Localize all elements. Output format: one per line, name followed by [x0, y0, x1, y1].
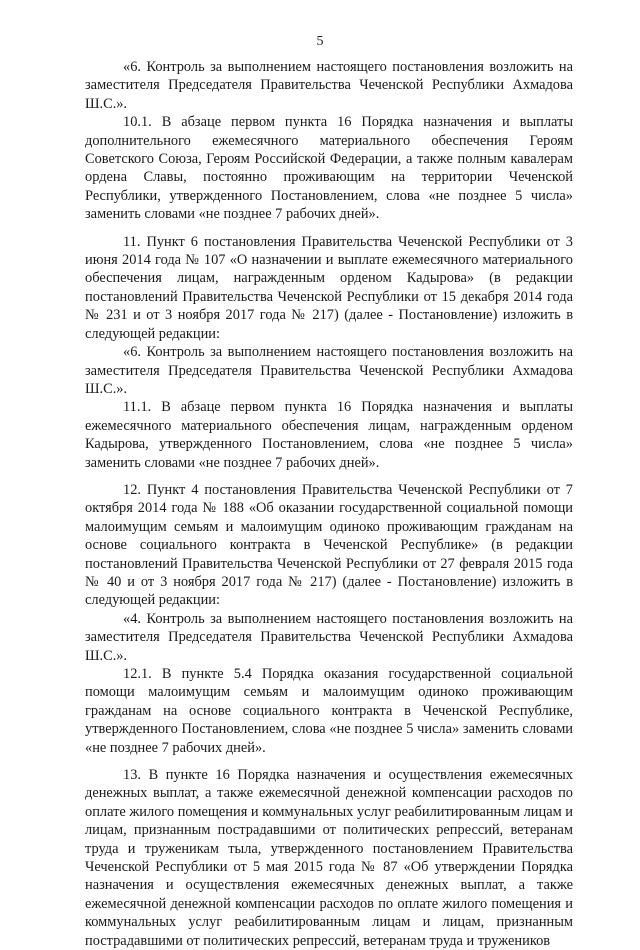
paragraph-12: 12. Пункт 4 постановления Правительства Чеченской Республики от 7 октября 2014 года № 188 «Об оказании государственной социальной помощи малоимущим семьям и малоимущим одиноко проживающим гражданам на основе социального контракта в Чеченской Республике» (в редакции постановлений Правительства Чеченской Республики от 27 февраля 2015 года № 40 и от 3 ноября 2017 года № 217) (далее - Постановление) изложить в следующей редакции:: [85, 481, 573, 609]
page-number: 5: [316, 34, 324, 49]
paragraph-10-1: 10.1. В абзаце первом пункта 16 Порядка назначения и выплаты дополнительного ежемесячного материального обеспечения Героям Советского Союза, Героям Российской Федерации, а также полным кавалерам ордена Славы, постоянно проживающим на территории Чеченской Республики, утвержденного Постановлением, слова «не позднее 5 числа» заменить словами «не позднее 7 рабочих дней».: [85, 114, 573, 223]
paragraph-item-4-quote: «4. Контроль за выполнением настоящего постановления возложить на заместителя Председателя Правительства Чеченской Республики Ахмадова Ш.С.».: [85, 610, 573, 664]
document-body: [85, 58, 573, 950]
paragraph-item-6-quote-2: «6. Контроль за выполнением настоящего постановления возложить на заместителя Председателя Правительства Чеченской Республики Ахмадова Ш.С.».: [85, 344, 573, 397]
paragraph-item-6-quote: «6. Контроль за выполнением настоящего постановления возложить на заместителя Председателя Правительства Чеченской Республики Ахмадова Ш.С.».: [85, 59, 573, 112]
paragraph-11-1: 11.1. В абзаце первом пункта 16 Порядка назначения и выплаты ежемесячного материального обеспечения лицам, награжденным орденом Кадырова, утвержденного Постановлением, слова «не позднее 5 числа» заменить словами «не позднее 7 рабочих дней».: [85, 399, 573, 471]
paragraph-11: 11. Пункт 6 постановления Правительства Чеченской Республики от 3 июня 2014 года № 107 «О назначении и выплате ежемесячного материального обеспечения лицам, награжденным орденом Кадырова» (в редакции постановлений Правительства Чеченской Республики от 15 декабря 2014 года № 231 и от 3 ноября 2017 года № 217) (далее - Постановление) изложить в следующей редакции:: [85, 233, 573, 342]
paragraph-13: 13. В пункте 16 Порядка назначения и осуществления ежемесячных денежных выплат, а также ежемесячной денежной компенсации расходов по оплате жилого помещения и коммунальных услуг реабилитированным лицам и лицам, признанным пострадавшими от политических репрессий, ветеранам труда и труженикам тыла, утвержденного постановлением Правительства Чеченской Республики от 5 мая 2015 года № 87 «Об утверждении Порядка назначения и осуществления ежемесячных денежных выплат, а также ежемесячной денежной компенсации расходов по оплате жилого помещения и коммунальных услуг реабилитированным лицам и лицам, признанным пострадавшими от политических репрессий, ветеранам труда и тружеников: [85, 767, 573, 949]
paragraph-12-1: 12.1. В пункте 5.4 Порядка оказания государственной социальной помощи малоимущим семьям и малоимущим одиноко проживающим гражданам на основе социального контракта в Чеченской Республике, утвержденного Постановлением, слова «не позднее 5 числа» заменить словами «не позднее 7 рабочих дней».: [85, 666, 573, 756]
